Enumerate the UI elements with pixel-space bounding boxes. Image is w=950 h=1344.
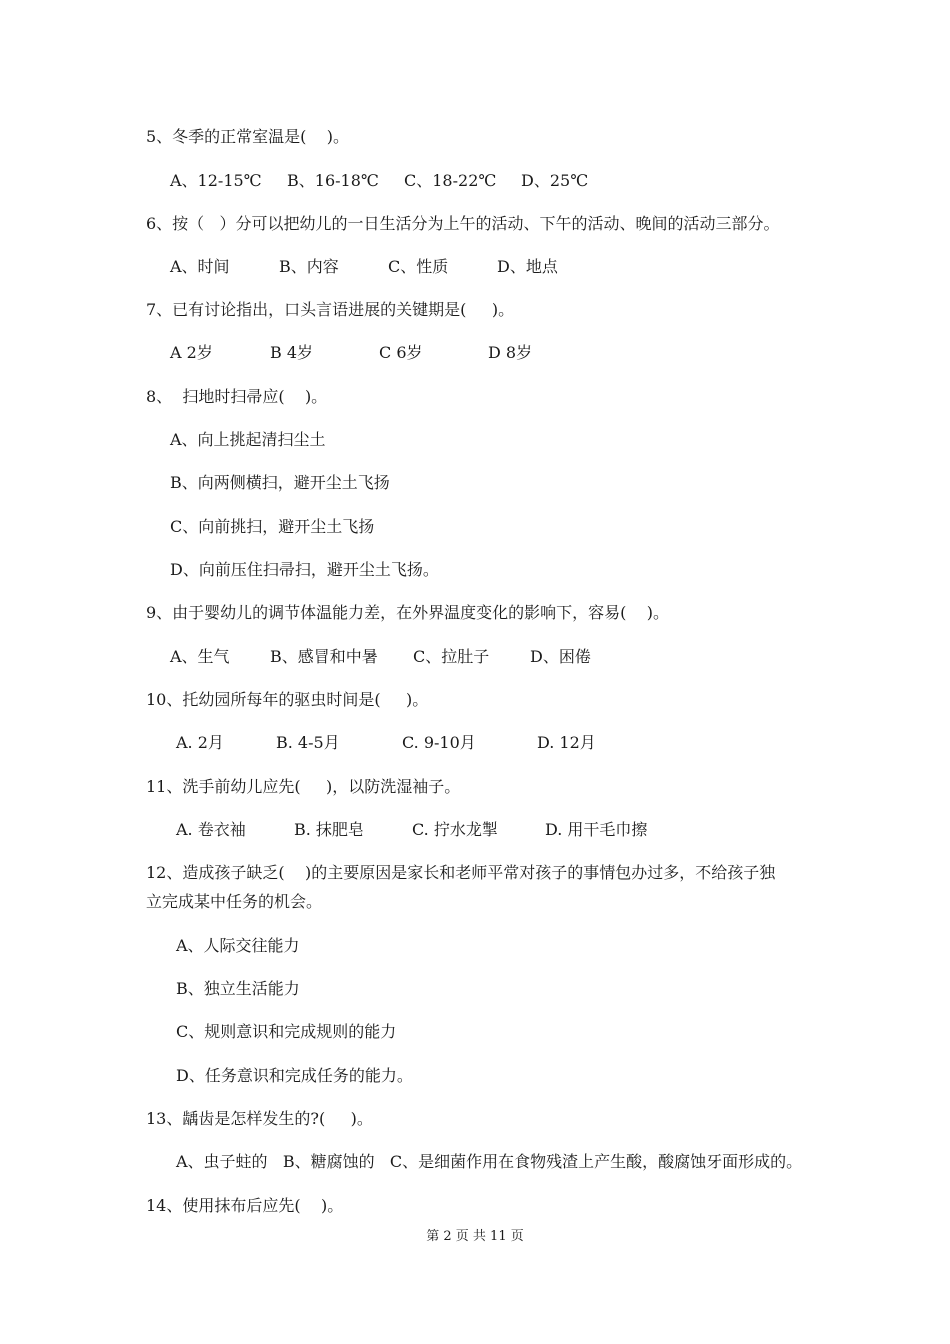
option-d: D 8岁 — [488, 343, 533, 362]
option-b: B、感冒和中暑 — [270, 647, 378, 666]
question-14: 14、使用抹布后应先( )。 — [146, 1196, 344, 1215]
question-10: 10、托幼园所每年的驱虫时间是( )。 — [146, 690, 429, 709]
option-a: A. 2月 — [176, 733, 224, 752]
question-8-option-d: D、向前压住扫帚扫，避开尘土飞扬。 — [170, 560, 439, 579]
option-c: C、性质 — [388, 257, 449, 276]
option-c: C. 9-10月 — [402, 733, 476, 752]
option-c: C、拉肚子 — [413, 647, 490, 666]
question-13: 13、龋齿是怎样发生的?( )。 — [146, 1109, 373, 1128]
page-number-footer: 第 2 页 共 11 页 — [426, 1229, 524, 1244]
question-7: 7、已有讨论指出，口头言语进展的关键期是( )。 — [146, 300, 515, 319]
option-b: B 4岁 — [270, 343, 314, 362]
question-12-line-1: 12、造成孩子缺乏( )的主要原因是家长和老师平常对孩子的事情包办过多，不给孩子独 — [146, 863, 776, 882]
question-7-options — [0, 342, 950, 474]
option-c: C. 拧水龙掣 — [412, 820, 498, 839]
option-c: C 6岁 — [379, 343, 423, 362]
question-13-options: A、虫子蛀的 B、糖腐蚀的 C、是细菌作用在食物残渣上产生酸，酸腐蚀牙面形成的。 — [176, 1152, 803, 1171]
question-12-option-a: A、人际交往能力 — [176, 936, 300, 955]
question-8-option-b: B、向两侧横扫，避开尘土飞扬 — [170, 473, 390, 492]
option-d: D、25℃ — [521, 171, 589, 190]
option-b: B、16-18℃ — [287, 171, 379, 190]
question-6: 6、按（ ）分可以把幼儿的一日生活分为上午的活动、下午的活动、晚间的活动三部分。 — [146, 214, 780, 233]
question-12-option-d: D、任务意识和完成任务的能力。 — [176, 1066, 413, 1085]
option-b: B. 抹肥皂 — [294, 820, 364, 839]
question-11-options — [0, 819, 950, 951]
option-d: D、地点 — [497, 257, 558, 276]
option-d: D. 用干毛巾擦 — [545, 820, 648, 839]
question-5: 5、冬季的正常室温是( )。 — [146, 127, 350, 146]
option-a: A、时间 — [170, 257, 230, 276]
question-8-option-c: C、向前挑扫，避开尘土飞扬 — [170, 517, 375, 536]
question-8: 8、 扫地时扫帚应( )。 — [146, 387, 328, 406]
option-a: A 2岁 — [170, 343, 213, 362]
option-c: C、18-22℃ — [404, 171, 497, 190]
question-8-option-a: A、向上挑起清扫尘土 — [170, 430, 326, 449]
question-12-option-b: B、独立生活能力 — [176, 979, 300, 998]
option-b: B、内容 — [279, 257, 339, 276]
option-d: D、困倦 — [530, 647, 591, 666]
option-a: A、生气 — [170, 647, 230, 666]
option-a: A、12-15℃ — [170, 171, 262, 190]
question-11: 11、洗手前幼儿应先( )，以防洗湿袖子。 — [146, 777, 461, 796]
option-a: A. 卷衣袖 — [176, 820, 246, 839]
question-12-line-2: 立完成某中任务的机会。 — [146, 892, 323, 911]
question-12-option-c: C、规则意识和完成规则的能力 — [176, 1022, 397, 1041]
option-d: D. 12月 — [537, 733, 596, 752]
question-9: 9、由于婴幼儿的调节体温能力差，在外界温度变化的影响下，容易( )。 — [146, 603, 670, 622]
option-b: B. 4-5月 — [276, 733, 340, 752]
